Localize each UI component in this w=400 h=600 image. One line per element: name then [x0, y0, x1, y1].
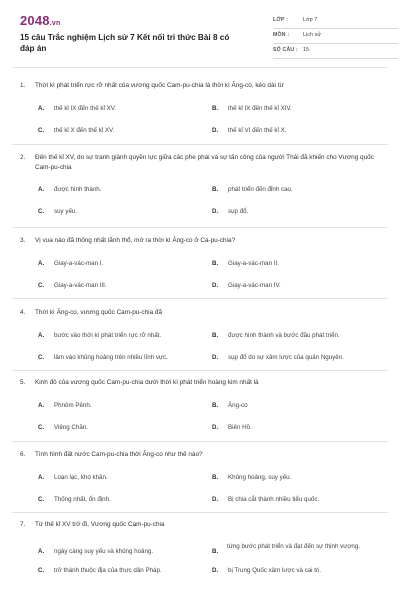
option-letter: B.	[212, 105, 219, 112]
meta-value: Lịch sử	[303, 32, 322, 38]
question-stem	[20, 81, 386, 91]
options	[20, 186, 386, 230]
meta-value: Lớp 7	[303, 17, 318, 23]
options	[20, 543, 386, 589]
option-text: Giay-a-vác-man II.	[228, 260, 279, 267]
document-header	[20, 13, 385, 61]
divider	[12, 67, 388, 68]
option-letter: B.	[212, 186, 219, 193]
question-number: 6.	[20, 451, 26, 458]
site-logo[interactable]	[20, 13, 60, 28]
option-text: suy yếu.	[54, 208, 78, 215]
document-title: 15 câu Trắc nghiệm Lịch sử 7 Kết nối tri thức Bài 8 có đáp án	[20, 33, 230, 53]
option-c[interactable]	[38, 424, 213, 433]
option-letter: D.	[212, 424, 219, 431]
option-text: từng bước phát triển và đạt đến sự thịnh vượng.	[227, 543, 361, 550]
question-stem	[20, 378, 386, 388]
question-1	[20, 81, 386, 149]
question-5	[20, 378, 386, 446]
question-number: 1.	[20, 82, 26, 89]
question-4	[20, 308, 386, 376]
option-b[interactable]	[212, 474, 387, 483]
option-letter: A.	[38, 474, 45, 481]
option-b[interactable]	[212, 260, 387, 269]
question-stem	[20, 308, 386, 318]
question-text: Thời kì Ăng-co, vương quốc Cam-pu-chia đã	[35, 309, 163, 316]
option-d[interactable]	[212, 354, 387, 363]
option-c[interactable]	[38, 354, 213, 363]
option-letter: A.	[38, 402, 45, 409]
option-letter: B.	[212, 474, 219, 481]
option-text: Loạn lạc, khó khăn.	[54, 474, 108, 481]
option-c[interactable]	[38, 567, 213, 576]
question-6	[20, 450, 386, 518]
meta-row-count	[273, 45, 398, 59]
question-number: 4.	[20, 309, 26, 316]
option-text: Giay-a-vác-man IV.	[228, 282, 281, 289]
option-letter: C.	[38, 496, 45, 503]
question-stem	[20, 450, 386, 460]
meta-value: 15	[303, 47, 310, 53]
option-letter: A.	[38, 332, 45, 339]
option-letter: A.	[38, 260, 45, 267]
question-stem	[20, 236, 386, 246]
option-text: Giay-a-vác-man III.	[54, 282, 107, 289]
option-c[interactable]	[38, 127, 213, 136]
question-number: 3.	[20, 237, 26, 244]
option-text: thế kỉ X đến thế kỉ XV.	[54, 127, 115, 134]
option-text: bị Trung Quốc xâm lược và cai trị.	[228, 567, 322, 574]
option-text: Biên Hồ.	[228, 424, 252, 431]
option-d[interactable]	[212, 567, 387, 576]
question-number: 5.	[20, 379, 26, 386]
option-text: thế kỉ IX đến thế kỉ XV.	[54, 105, 117, 112]
option-letter: D.	[212, 127, 219, 134]
question-number: 2.	[20, 154, 26, 161]
option-a[interactable]	[38, 474, 213, 483]
option-a[interactable]	[38, 548, 213, 557]
option-d[interactable]	[212, 282, 387, 291]
option-letter: B.	[212, 260, 219, 267]
option-a[interactable]	[38, 186, 213, 195]
meta-key: LỚP :	[273, 17, 289, 23]
option-letter: B.	[212, 548, 219, 555]
question-text: Vị vua nào đã thống nhất lãnh thổ, mở ra thời kì Ăng-co ở Ca-pu-chia?	[35, 237, 236, 244]
question-stem	[20, 520, 386, 530]
option-text: phát triển đến đỉnh cao.	[228, 186, 293, 193]
option-text: Bị chia cắt thành nhiều tiểu quốc.	[228, 496, 320, 503]
option-d[interactable]	[212, 496, 387, 505]
option-letter: C.	[38, 424, 45, 431]
option-letter: C.	[38, 354, 45, 361]
option-text: sụp đổ.	[228, 208, 249, 215]
option-letter: B.	[212, 402, 219, 409]
option-text: ngày càng suy yếu và khủng hoảng.	[54, 548, 154, 555]
option-letter: C.	[38, 282, 45, 289]
logo-suffix: .vn	[49, 20, 61, 27]
meta-key: MÔN :	[273, 32, 290, 38]
meta-row-grade	[273, 15, 398, 29]
option-letter: C.	[38, 567, 45, 574]
question-number: 7.	[20, 521, 26, 528]
option-d[interactable]	[212, 127, 387, 136]
option-letter: B.	[212, 332, 219, 339]
options	[20, 402, 386, 446]
divider	[12, 512, 388, 513]
option-letter: A.	[38, 105, 45, 112]
option-a[interactable]	[38, 332, 213, 341]
option-text: sụp đổ do sự xâm lược của quân Nguyên.	[228, 354, 344, 361]
option-b[interactable]	[212, 543, 382, 555]
option-text: Viêng Chăn.	[54, 424, 88, 431]
option-c[interactable]	[38, 208, 213, 217]
divider	[12, 227, 388, 228]
option-letter: D.	[212, 354, 219, 361]
option-b[interactable]	[212, 186, 387, 195]
question-text: Đến thế kỉ XV, do sự tranh giành quyền lực giữa các phe phái và sự tấn công của người Thái đã khiến cho Vương quốc Cam-pu-chia	[35, 154, 374, 171]
meta-key: SỐ CÂU :	[273, 47, 298, 53]
option-text: lâm vào khủng hoảng trên nhiều lĩnh vực.	[54, 354, 168, 361]
options	[20, 105, 386, 149]
option-letter: A.	[38, 548, 45, 555]
option-letter: D.	[212, 496, 219, 503]
question-text: Thời kì phát triển rực rỡ nhất của vương quốc Cam-pu-chia là thời kì Ăng-co, kéo dài từ	[35, 82, 284, 89]
option-b[interactable]	[212, 402, 387, 411]
option-c[interactable]	[38, 496, 213, 505]
question-2	[20, 153, 386, 230]
question-text: Tình hình đất nước Cam-pu-chia thời Ăng-co như thế nào?	[35, 451, 203, 458]
option-d[interactable]	[212, 424, 387, 433]
option-b[interactable]	[212, 332, 387, 341]
divider	[12, 144, 388, 145]
option-letter: C.	[38, 127, 45, 134]
option-text: thế kỉ VI đến thế kỉ X.	[228, 127, 287, 134]
divider	[12, 298, 388, 299]
divider	[12, 370, 388, 371]
option-d[interactable]	[212, 208, 387, 217]
option-text: thế kỉ IX đến thế kỉ XIV.	[228, 105, 292, 112]
option-text: Giay-a-vác-man I.	[54, 260, 104, 267]
option-text: được hình thành.	[54, 186, 102, 193]
divider	[12, 441, 388, 442]
option-text: trở thành thuộc địa của thực dân Pháp.	[54, 567, 162, 574]
option-letter: C.	[38, 208, 45, 215]
option-text: Phnôm Pênh.	[54, 402, 92, 409]
logo-main: 2048	[20, 13, 50, 28]
option-text: Thống nhất, ổn định.	[54, 496, 111, 503]
question-7	[20, 520, 386, 589]
option-letter: D.	[212, 208, 219, 215]
option-a[interactable]	[38, 402, 213, 411]
option-text: Ăng-co	[228, 402, 248, 409]
question-3	[20, 236, 386, 304]
question-stem	[20, 153, 386, 173]
option-c[interactable]	[38, 282, 213, 291]
option-letter: D.	[212, 567, 219, 574]
meta-info	[273, 15, 398, 60]
option-text: được hình thành và bước đầu phát triển.	[228, 332, 340, 339]
option-a[interactable]	[38, 260, 213, 269]
question-text: Từ thế kỉ XV trở đi, Vương quốc Cam-pu-chia	[35, 521, 165, 528]
meta-row-subject	[273, 30, 398, 44]
option-letter: A.	[38, 186, 45, 193]
option-letter: D.	[212, 282, 219, 289]
option-text: bước vào thời kì phát triển rực rỡ nhất.	[54, 332, 162, 339]
option-a[interactable]	[38, 105, 213, 114]
option-b[interactable]	[212, 105, 387, 114]
question-text: Kinh đô của vương quốc Cam-pu-chia dưới thời kì phát triển hoàng kim nhất là	[35, 379, 259, 386]
option-text: Khủng hoảng, suy yếu.	[228, 474, 292, 481]
